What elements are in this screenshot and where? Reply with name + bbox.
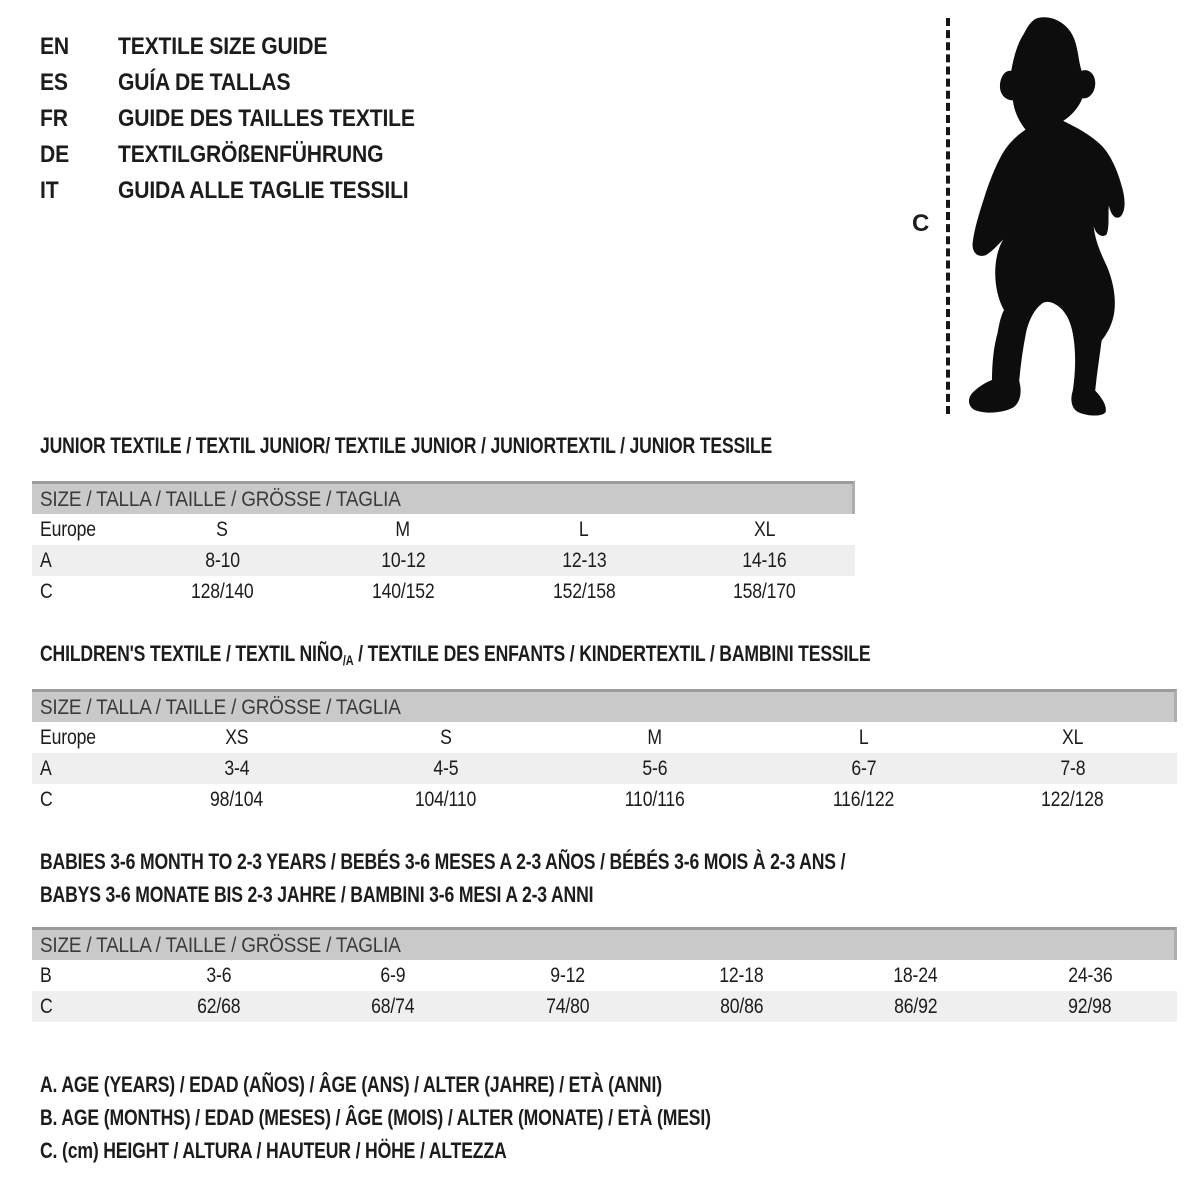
height-cell: 152/158 <box>552 580 616 603</box>
age-cell: 7-8 <box>1059 757 1085 780</box>
language-title: TEXTILE SIZE GUIDE <box>118 33 328 60</box>
row-label-cell: A <box>40 757 52 780</box>
height-cell: 140/152 <box>371 580 435 603</box>
footnote-b: B. AGE (MONTHS) / EDAD (MESES) / ÂGE (MOIS) / ALTER (MONATE) / ETÀ (MESI) <box>40 1105 711 1130</box>
table-row-height <box>32 784 1177 815</box>
footnote-a: A. AGE (YEARS) / EDAD (AÑOS) / ÂGE (ANS) / ALTER (JAHRE) / ETÀ (ANNI) <box>40 1072 662 1097</box>
size-header-bar: SIZE / TALLA / TAILLE / GRÖSSE / TAGLIA <box>32 689 1177 722</box>
junior-section-title: JUNIOR TEXTILE / TEXTIL JUNIOR/ TEXTILE JUNIOR / JUNIORTEXTIL / JUNIOR TESSILE <box>40 433 773 458</box>
language-title-block <box>40 29 455 209</box>
row-label-cell: Europe <box>40 518 96 541</box>
height-cell: 80/86 <box>719 995 764 1018</box>
row-label-cell: B <box>40 964 52 987</box>
nino-a-subscript: /A <box>342 653 354 668</box>
language-code: EN <box>40 33 69 60</box>
language-title: TEXTILGRÖßENFÜHRUNG <box>118 141 384 168</box>
children-section-title: CHILDREN'S TEXTILE / TEXTIL NIÑO/A / TEXTILE DES ENFANTS / KINDERTEXTIL / BAMBINI TESSILE <box>40 641 871 668</box>
table-row-age <box>32 545 855 576</box>
months-cell: 6-9 <box>380 964 406 987</box>
age-cell: 4-5 <box>432 757 458 780</box>
language-code: FR <box>40 105 68 132</box>
size-header-bar: SIZE / TALLA / TAILLE / GRÖSSE / TAGLIA <box>32 927 1177 960</box>
children-size-table <box>32 689 1177 815</box>
height-cell: 62/68 <box>197 995 241 1018</box>
height-cell: 98/104 <box>210 788 263 811</box>
age-cell: 12-13 <box>561 549 607 572</box>
size-cell: L <box>858 726 869 749</box>
table-row-months <box>32 960 1177 991</box>
height-cell: 92/98 <box>1068 995 1112 1018</box>
language-row-fr <box>40 101 455 137</box>
language-row-es <box>40 65 455 101</box>
language-code: DE <box>40 141 69 168</box>
language-row-it <box>40 173 455 209</box>
language-row-de <box>40 137 455 173</box>
age-cell: 5-6 <box>641 757 667 780</box>
language-title: GUIDA ALLE TAGLIE TESSILI <box>118 177 409 204</box>
table-row-height <box>32 576 855 607</box>
months-cell: 9-12 <box>550 964 585 987</box>
table-row-age <box>32 753 1177 784</box>
age-cell: 8-10 <box>205 549 240 572</box>
size-cell: XL <box>753 518 776 541</box>
height-cell: 128/140 <box>191 580 254 603</box>
height-dashed-line <box>946 18 950 414</box>
size-cell: M <box>395 518 411 541</box>
language-code: IT <box>40 177 59 204</box>
height-cell: 158/170 <box>733 580 796 603</box>
footnote-c: C. (cm) HEIGHT / ALTURA / HAUTEUR / HÖHE / ALTEZZA <box>40 1138 507 1163</box>
size-cell: S <box>439 726 452 749</box>
language-title: GUÍA DE TALLAS <box>118 69 291 96</box>
junior-size-table <box>32 481 855 607</box>
months-cell: 3-6 <box>206 964 232 987</box>
height-cell: 68/74 <box>371 995 415 1018</box>
row-label-cell: C <box>40 788 53 811</box>
language-row-en <box>40 29 455 65</box>
size-cell: XL <box>1061 726 1084 749</box>
table-row-europe <box>32 722 1177 753</box>
size-header-bar: SIZE / TALLA / TAILLE / GRÖSSE / TAGLIA <box>32 481 855 514</box>
height-cell: 110/116 <box>624 788 685 811</box>
legend-footnotes <box>40 1068 878 1167</box>
size-cell: M <box>647 726 662 749</box>
row-label-cell: C <box>40 580 53 603</box>
row-label-cell: Europe <box>40 726 96 749</box>
size-cell: S <box>216 518 229 541</box>
age-cell: 14-16 <box>742 549 787 572</box>
language-title: GUIDE DES TAILLES TEXTILE <box>118 105 415 132</box>
months-cell: 18-24 <box>893 964 938 987</box>
height-measure-label: C <box>912 210 930 237</box>
height-cell: 116/122 <box>832 788 895 811</box>
babies-section-title: BABIES 3-6 MONTH TO 2-3 YEARS / BEBÉS 3-6 MESES A 2-3 AÑOS / BÉBÉS 3-6 MOIS À 2-3 ANS / BABYS 3-6 MONATE BIS 2-3 JAHRE / BAMBINI 3-6 MESI A 2-3 ANNI <box>40 849 846 907</box>
babies-size-table <box>32 927 1177 1022</box>
language-code: ES <box>40 69 68 96</box>
months-cell: 12-18 <box>719 964 764 987</box>
age-cell: 10-12 <box>380 549 426 572</box>
toddler-silhouette-icon <box>952 10 1152 422</box>
table-row-europe <box>32 514 855 545</box>
table-row-height <box>32 991 1177 1022</box>
age-cell: 3-4 <box>223 757 249 780</box>
row-label-cell: A <box>40 549 52 572</box>
row-label-cell: C <box>40 995 53 1018</box>
height-cell: 122/128 <box>1041 788 1104 811</box>
height-cell: 86/92 <box>894 995 938 1018</box>
months-cell: 24-36 <box>1067 964 1113 987</box>
height-cell: 74/80 <box>545 995 590 1018</box>
size-cell: L <box>579 518 589 541</box>
height-cell: 104/110 <box>414 788 477 811</box>
size-cell: XS <box>224 726 249 749</box>
age-cell: 6-7 <box>850 757 876 780</box>
